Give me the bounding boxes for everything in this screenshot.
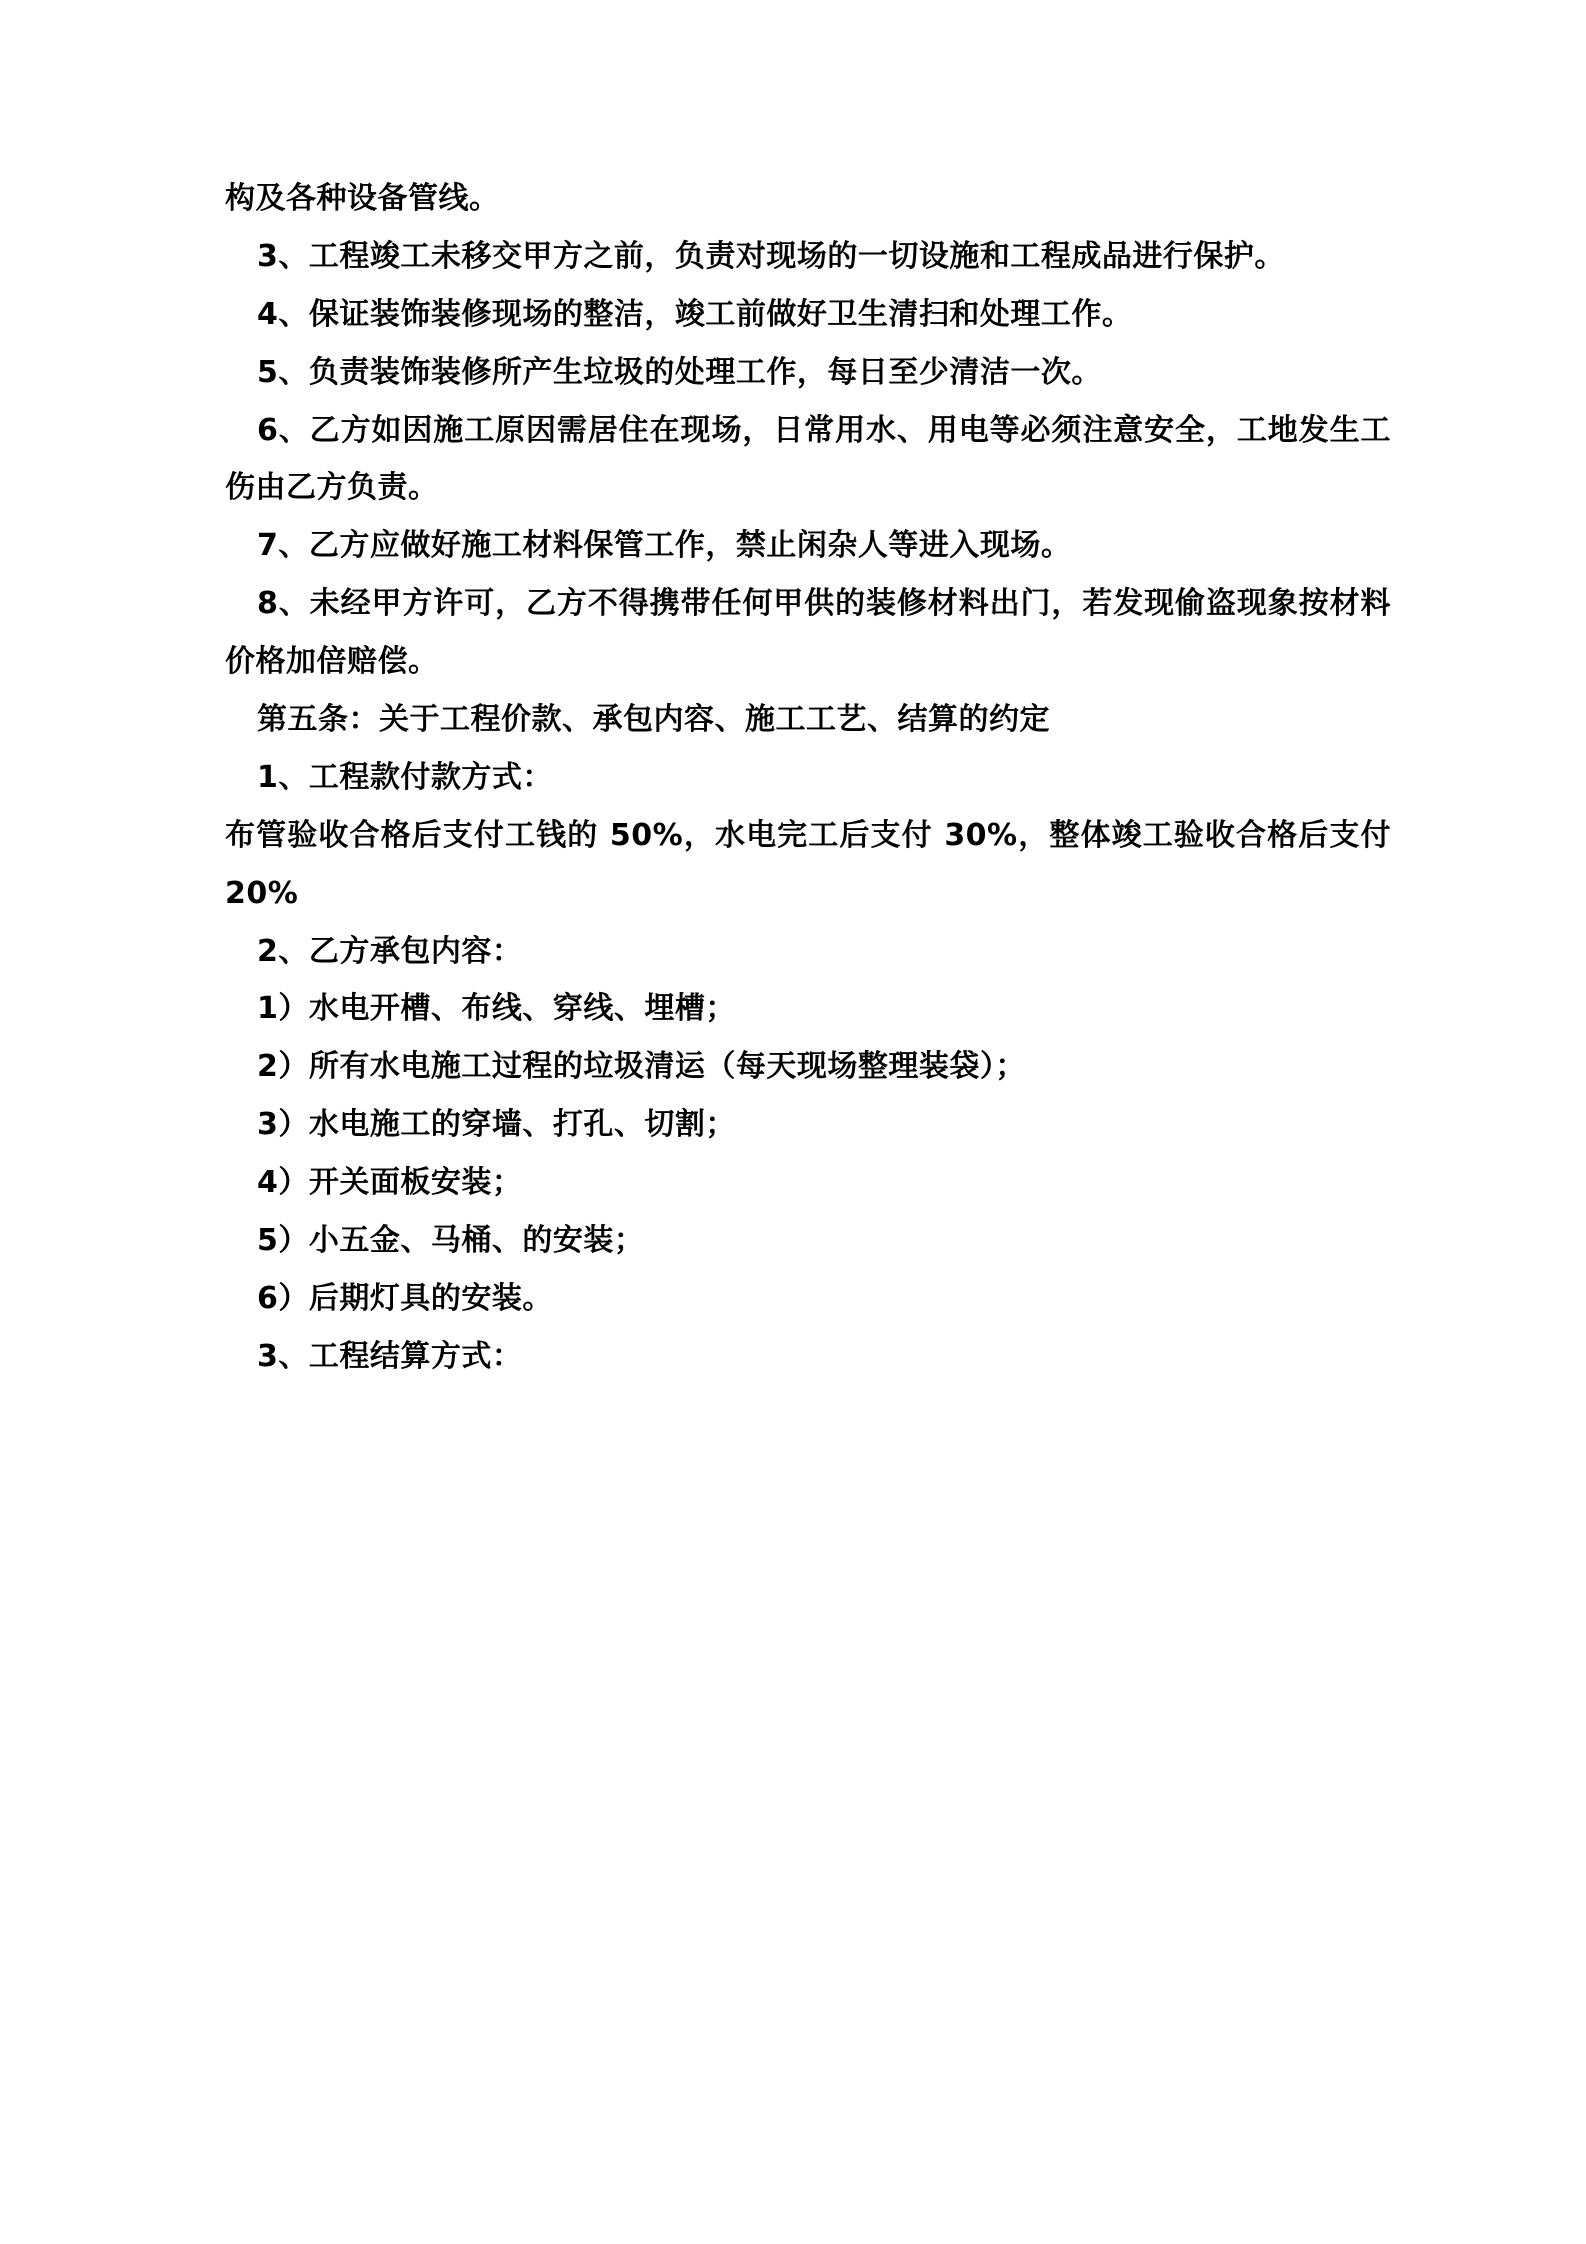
paragraph-item-3: 3、工程竣工未移交甲方之前，负责对现场的一切设施和工程成品进行保护。 (257, 238, 1285, 274)
paragraph-scope-heading: 2、乙方承包内容： (257, 933, 523, 969)
paragraph-payment-heading: 1、工程款付款方式： (257, 759, 553, 795)
paragraph-item-7: 7、乙方应做好施工材料保管工作，禁止闲杂人等进入现场。 (257, 528, 1072, 564)
paragraph-scope-item-1: 1）水电开槽、布线、穿线、埋槽； (257, 991, 736, 1027)
paragraph-continuation: 构及各种设备管线。 (225, 181, 500, 216)
paragraph-scope-item-2: 2）所有水电施工过程的垃圾清运（每天现场整理装袋）； (257, 1049, 1026, 1085)
paragraph-item-8: 8、未经甲方许可，乙方不得携带任何甲供的装修材料出门，若发现偷盗现象按材料价格加倍赔偿。 (225, 586, 1391, 680)
document-body (225, 170, 1391, 1386)
paragraph-item-5: 5、负责装饰装修所产生垃圾的处理工作，每日至少清洁一次。 (257, 354, 1102, 390)
paragraph-scope-item-3: 3）水电施工的穿墙、打孔、切割； (257, 1107, 736, 1143)
paragraph-payment-detail: 布管验收合格后支付工钱的 50%，水电完工后支付 30%，整体竣工验收合格后支付 20% (225, 817, 1391, 911)
paragraph-scope-item-6: 6）后期灯具的安装。 (257, 1280, 553, 1316)
paragraph-scope-item-4: 4）开关面板安装； (257, 1165, 523, 1201)
paragraph-settlement-heading: 3、工程结算方式： (257, 1338, 523, 1374)
paragraph-scope-item-5: 5）小五金、马桶、的安装； (257, 1223, 645, 1259)
paragraph-item-4: 4、保证装饰装修现场的整洁，竣工前做好卫生清扫和处理工作。 (257, 296, 1133, 332)
paragraph-article-five-heading: 第五条：关于工程价款、承包内容、施工工艺、结算的约定 (257, 702, 1050, 738)
paragraph-item-6: 6、乙方如因施工原因需居住在现场，日常用水、用电等必须注意安全，工地发生工伤由乙方负责。 (225, 412, 1391, 506)
